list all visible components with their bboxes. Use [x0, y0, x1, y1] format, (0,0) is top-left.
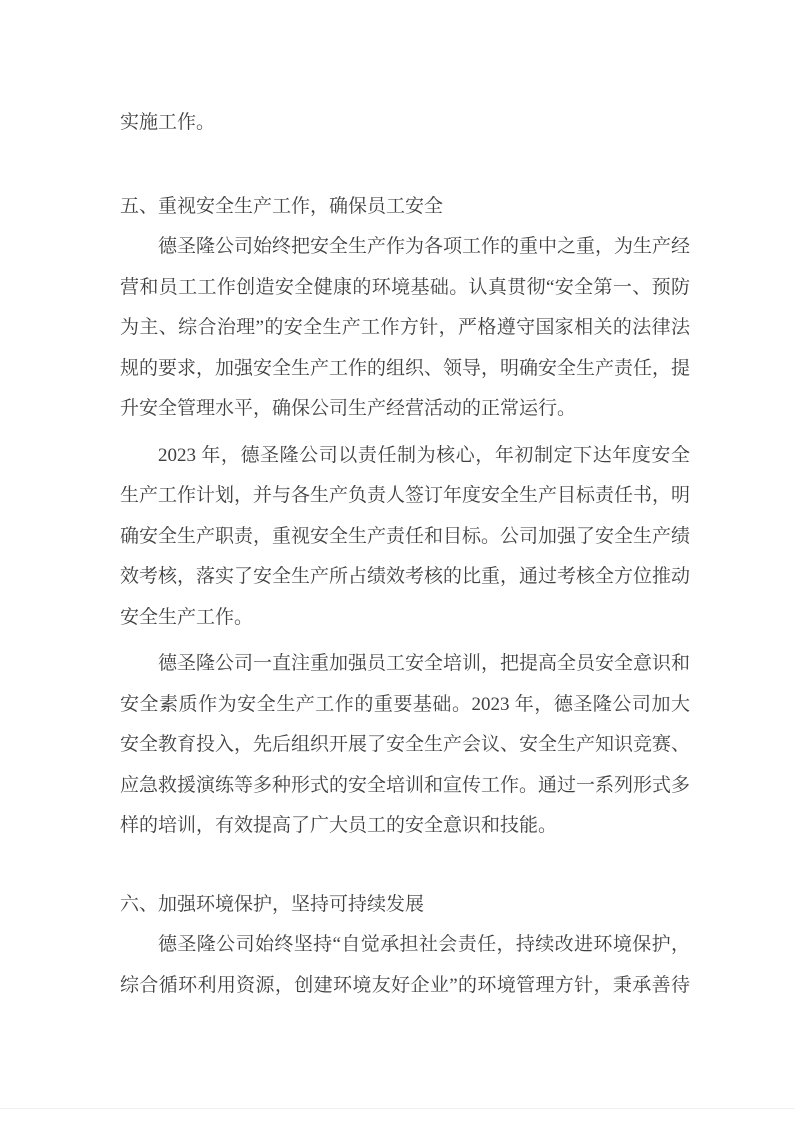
- text-line: 德圣隆公司一直注重加强员工安全培训，把提高全员安全意识和: [158, 653, 691, 674]
- text-line: 升安全管理水平，确保公司生产经营活动的正常运行。: [120, 398, 577, 419]
- text-line: 确安全生产职责，重视安全生产责任和目标。公司加强了安全生产绩: [120, 525, 691, 547]
- text-line: 德圣隆公司始终把安全生产作为各项工作的重中之重，为生产经: [158, 236, 691, 257]
- paragraph-environment-policy: [120, 925, 690, 1006]
- text-line: 德圣隆公司始终坚持“自觉承担社会责任，持续改进环境保护，: [158, 934, 690, 955]
- scan-edge-artifact: [0, 1108, 794, 1109]
- paragraph-safety-training: [120, 644, 690, 847]
- text-line: 规的要求，加强安全生产工作的组织、领导，明确安全生产责任，提: [120, 357, 691, 379]
- text-line: 应急救援演练等多种形式的安全培训和宣传工作。通过一系列形式多: [120, 774, 691, 796]
- text-line: 综合循环利用资源，创建环境友好企业”的环境管理方针，秉承善待: [120, 974, 690, 996]
- text-line: 样的培训，有效提高了广大员工的安全意识和技能。: [120, 815, 558, 836]
- text-line: 2023 年，德圣隆公司以责任制为核心，年初制定下达年度安全: [158, 444, 690, 466]
- text-line: 生产工作计划，并与各生产负责人签订年度安全生产目标责任书，明: [120, 485, 691, 506]
- text-line: 安全教育投入，先后组织开展了安全生产会议、安全生产知识竞赛、: [120, 734, 691, 755]
- paragraph-responsibility-system: [120, 436, 690, 639]
- paragraph-safety-policy: [120, 227, 690, 430]
- text-line: 安全素质作为安全生产工作的重要基础。2023 年，德圣隆公司加大: [120, 693, 690, 715]
- text-line: 安全生产工作。: [120, 606, 254, 628]
- document-content: [120, 103, 690, 1006]
- continuation-text-line: 实施工作。: [120, 112, 216, 133]
- text-line: 为主、综合治理”的安全生产工作方针，严格遵守国家相关的法律法: [120, 317, 690, 338]
- text-line: 效考核，落实了安全生产所占绩效考核的比重，通过考核全方位推动: [120, 566, 691, 587]
- section-6-heading: 六、加强环境保护，坚持可持续发展: [120, 893, 425, 915]
- section-5-heading: 五、重视安全生产工作，确保员工安全: [120, 195, 444, 217]
- text-line: 营和员工工作创造安全健康的环境基础。认真贯彻“安全第一、预防: [120, 276, 690, 298]
